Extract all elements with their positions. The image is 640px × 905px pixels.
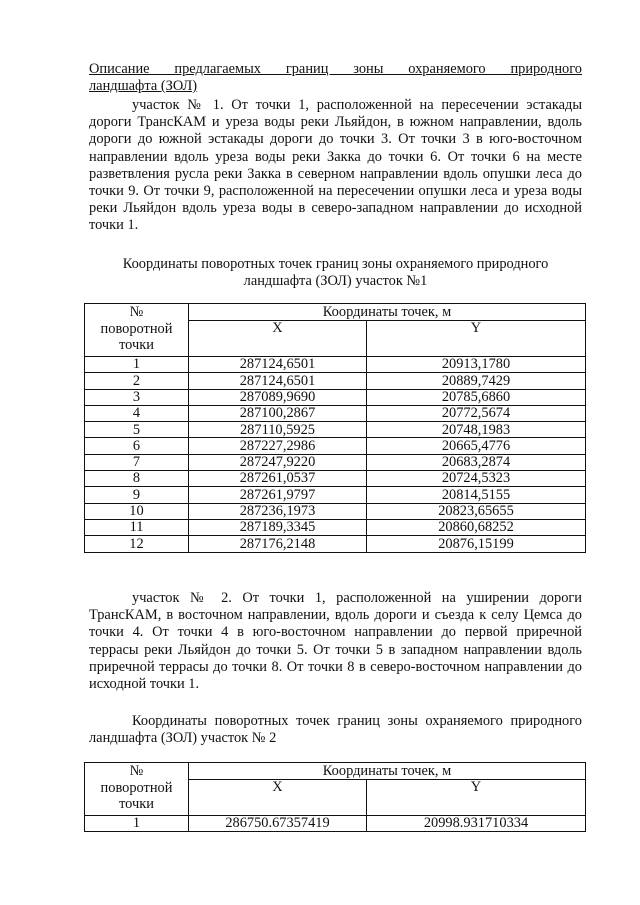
point-number-cell: 3 (85, 389, 189, 405)
y-coordinate-cell: 20748,1983 (367, 422, 586, 438)
point-number-header: № поворотной точки (85, 304, 189, 357)
x-coordinate-cell: 287261,0537 (189, 471, 367, 487)
heading-line-1: Описание предлагаемых границ зоны охраняемого природного (89, 61, 582, 77)
point-number-cell: 10 (85, 503, 189, 519)
y-coordinate-cell: 20724,5323 (367, 471, 586, 487)
y-header: Y (367, 780, 586, 816)
section1-table-caption (89, 256, 582, 290)
table-row (85, 471, 586, 487)
point-number-cell: 5 (85, 422, 189, 438)
section1-caption-line-2: ландшафта (ЗОЛ) участок №1 (243, 273, 428, 289)
y-coordinate-cell: 20998.931710334 (367, 816, 586, 832)
table-row (85, 389, 586, 405)
y-coordinate-cell: 20913,1780 (367, 357, 586, 373)
section2-table-body (85, 816, 586, 832)
table-row (85, 373, 586, 389)
section1-description: участок № 1. От точки 1, расположенной на пересечении эстакады дороги ТрансКАМ и уреза воды реки Льяйдон, в южном направлении, вдоль дороги до южной эстакады дороги до точки 3. От точки 3 в юго-восточном направлении вдоль уреза воды реки Закка до точки 6. От точки 6 на месте разветвления русла реки Закка в северном направлении вдоль опушки леса до точки 9. От точки 9, расположенной на пересечении опушки леса и уреза воды реки Льяйдон вдоль уреза воды в северо-западном направлении до исходной точки 1. (89, 97, 582, 234)
point-number-cell: 6 (85, 438, 189, 454)
x-coordinate-cell: 287089,9690 (189, 389, 367, 405)
section2-coordinates-table (84, 762, 586, 832)
x-coordinate-cell: 287124,6501 (189, 357, 367, 373)
x-coordinate-cell: 287261,9797 (189, 487, 367, 503)
point-number-cell: 2 (85, 373, 189, 389)
y-header: Y (367, 321, 586, 357)
table-row (85, 405, 586, 421)
y-coordinate-cell: 20814,5155 (367, 487, 586, 503)
x-coordinate-cell: 287227,2986 (189, 438, 367, 454)
x-coordinate-cell: 287189,3345 (189, 519, 367, 535)
y-coordinate-cell: 20785,6860 (367, 389, 586, 405)
section1-table-body (85, 357, 586, 553)
table-row (85, 487, 586, 503)
point-number-cell: 12 (85, 536, 189, 552)
point-number-header: № поворотной точки (85, 763, 189, 816)
point-number-cell: 7 (85, 454, 189, 470)
y-coordinate-cell: 20860,68252 (367, 519, 586, 535)
x-coordinate-cell: 287247,9220 (189, 454, 367, 470)
table-row (85, 438, 586, 454)
section1-coordinates-table (84, 303, 586, 553)
table-row (85, 357, 586, 373)
section1-caption-line-1: Координаты поворотных точек границ зоны охраняемого природного (122, 256, 549, 272)
table-row (85, 454, 586, 470)
point-number-cell: 11 (85, 519, 189, 535)
x-coordinate-cell: 287100,2867 (189, 405, 367, 421)
point-number-cell: 1 (85, 357, 189, 373)
x-coordinate-cell: 287176,2148 (189, 536, 367, 552)
table-row (85, 503, 586, 519)
table-row (85, 422, 586, 438)
x-coordinate-cell: 287236,1973 (189, 503, 367, 519)
table-row (85, 519, 586, 535)
x-header: X (189, 321, 367, 357)
document-heading (89, 61, 582, 95)
table-row (85, 816, 586, 832)
x-coordinate-cell: 286750.67357419 (189, 816, 367, 832)
y-coordinate-cell: 20772,5674 (367, 405, 586, 421)
x-header: X (189, 780, 367, 816)
y-coordinate-cell: 20683,2874 (367, 454, 586, 470)
point-number-cell: 4 (85, 405, 189, 421)
coordinates-header: Координаты точек, м (189, 763, 586, 780)
section2-description: участок № 2. От точки 1, расположенной на уширении дороги ТрансКАМ, в восточном направлении, вдоль дороги и съезда к селу Цемса до точки 4. От точки 4 в юго-восточном направлении до первой приречной террасы реки Льяйдон до точки 5. От точки 5 в западном направлении вдоль приречной террасы до точки 8. От точки 8 в северо-восточном направлении до исходной точки 1. (89, 590, 582, 693)
point-number-cell: 8 (85, 471, 189, 487)
heading-line-2: ландшафта (ЗОЛ) (89, 78, 198, 94)
table-row (85, 536, 586, 552)
y-coordinate-cell: 20876,15199 (367, 536, 586, 552)
y-coordinate-cell: 20665,4776 (367, 438, 586, 454)
point-number-cell: 9 (85, 487, 189, 503)
y-coordinate-cell: 20823,65655 (367, 503, 586, 519)
x-coordinate-cell: 287124,6501 (189, 373, 367, 389)
x-coordinate-cell: 287110,5925 (189, 422, 367, 438)
section2-table-caption: Координаты поворотных точек границ зоны охраняемого природного ландшафта (ЗОЛ) участок № 2 (89, 713, 582, 747)
y-coordinate-cell: 20889,7429 (367, 373, 586, 389)
point-number-cell: 1 (85, 816, 189, 832)
coordinates-header: Координаты точек, м (189, 304, 586, 321)
